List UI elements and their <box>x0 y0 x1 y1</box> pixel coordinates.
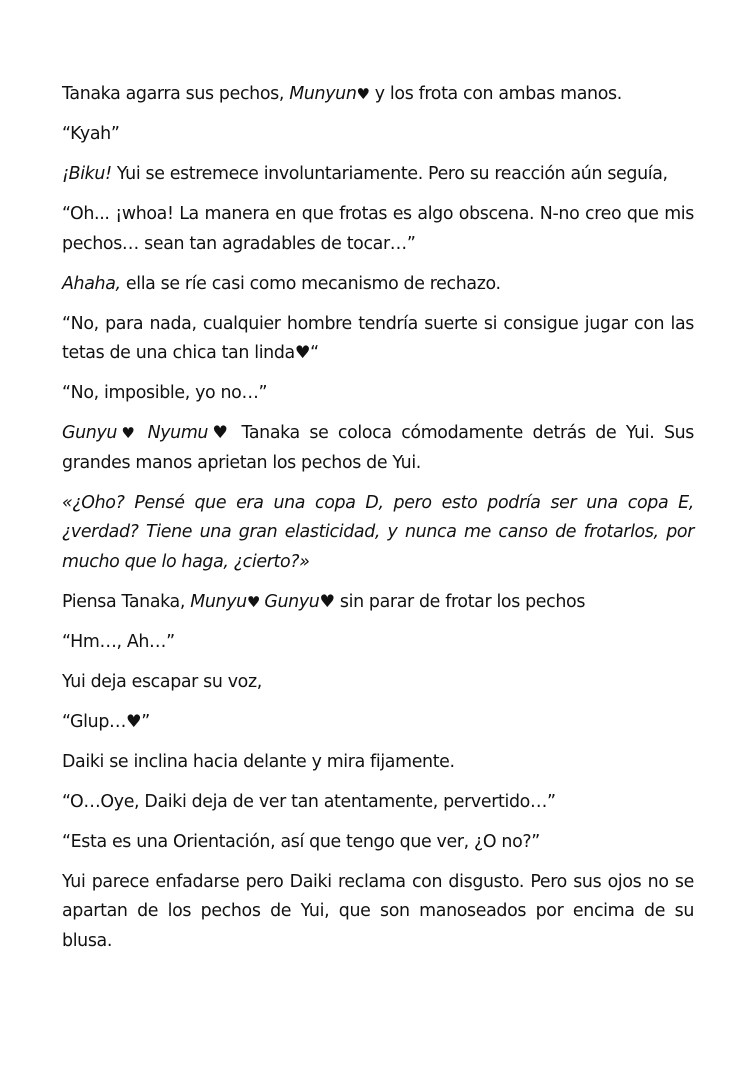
paragraph-6 <box>62 310 694 369</box>
text: ♥ sin parar de frotar los pechos <box>319 591 586 612</box>
document-page <box>62 80 694 967</box>
paragraph-5 <box>62 270 694 300</box>
paragraph-1 <box>62 80 694 110</box>
dialogue: “No, imposible, yo no…” <box>62 383 268 403</box>
dialogue: “Glup…♥” <box>62 711 150 732</box>
paragraph-7 <box>62 379 694 409</box>
text: Yui deja escapar su voz, <box>62 671 262 692</box>
text: Piensa Tanaka, <box>62 591 191 612</box>
sound-effect: Munyun <box>289 84 357 104</box>
dialogue: “Oh... ¡whoa! La manera en que frotas es algo obscena. N-no creo que mis pechos… sean tan agradables de tocar…” <box>62 204 694 254</box>
dialogue: “Esta es una Orientación, así que tengo que ver, ¿O no?” <box>62 831 540 852</box>
paragraph-4 <box>62 200 694 259</box>
sound-effect: Gunyu <box>264 591 320 612</box>
paragraph-11 <box>62 628 694 658</box>
paragraph-2 <box>62 120 694 150</box>
sound-effect: Munyu <box>190 591 247 612</box>
heart-symbol: ♥ <box>246 592 265 611</box>
text: ella se ríe casi como mecanismo de rechazo. <box>120 273 501 294</box>
paragraph-13 <box>62 708 694 738</box>
thought: «¿Oho? Pensé que era una copa D, pero esto podría ser una copa E, ¿verdad? Tiene una gran elasticidad, y nunca me canso de frotarlos, por mucho que lo haga, ¿cierto?» <box>62 492 694 572</box>
paragraph-16 <box>62 828 694 858</box>
text: Daiki se inclina hacia delante y mira fijamente. <box>62 751 455 772</box>
dialogue: “O…Oye, Daiki deja de ver tan atentamente, pervertido…” <box>62 791 556 812</box>
text: Tanaka agarra sus pechos, <box>62 84 290 104</box>
dialogue: “Kyah” <box>62 124 120 144</box>
text: Yui se estremece involuntariamente. Pero su reacción aún seguía, <box>111 164 668 184</box>
paragraph-17 <box>62 868 694 957</box>
text: ♥ Tanaka se coloca cómodamente detrás de Yui. Sus grandes manos aprietan los pechos de Yui. <box>62 423 695 473</box>
dialogue: “No, para nada, cualquier hombre tendría suerte si consigue jugar con las tetas de una chica tan linda♥“ <box>62 313 694 363</box>
heart-symbol: ♥ <box>356 85 370 103</box>
dialogue: “Hm…, Ah…” <box>62 631 175 652</box>
text: y los frota con ambas manos. <box>369 84 622 104</box>
paragraph-14 <box>62 748 694 778</box>
paragraph-8 <box>62 419 694 478</box>
paragraph-12 <box>62 668 694 698</box>
paragraph-15 <box>62 788 694 818</box>
paragraph-10 <box>62 588 694 618</box>
heart-symbol: ♥ <box>117 424 148 442</box>
sound-effect: Ahaha, <box>62 273 121 294</box>
paragraph-3 <box>62 160 694 190</box>
text: Yui parece enfadarse pero Daiki reclama con disgusto. Pero sus ojos no se apartan de los pechos de Yui, que son manoseados por encima de su blusa. <box>62 871 694 951</box>
sound-effect: Nyumu <box>147 423 209 443</box>
sound-effect: ¡Biku! <box>62 164 112 184</box>
sound-effect: Gunyu <box>62 423 118 443</box>
paragraph-9 <box>62 489 694 578</box>
